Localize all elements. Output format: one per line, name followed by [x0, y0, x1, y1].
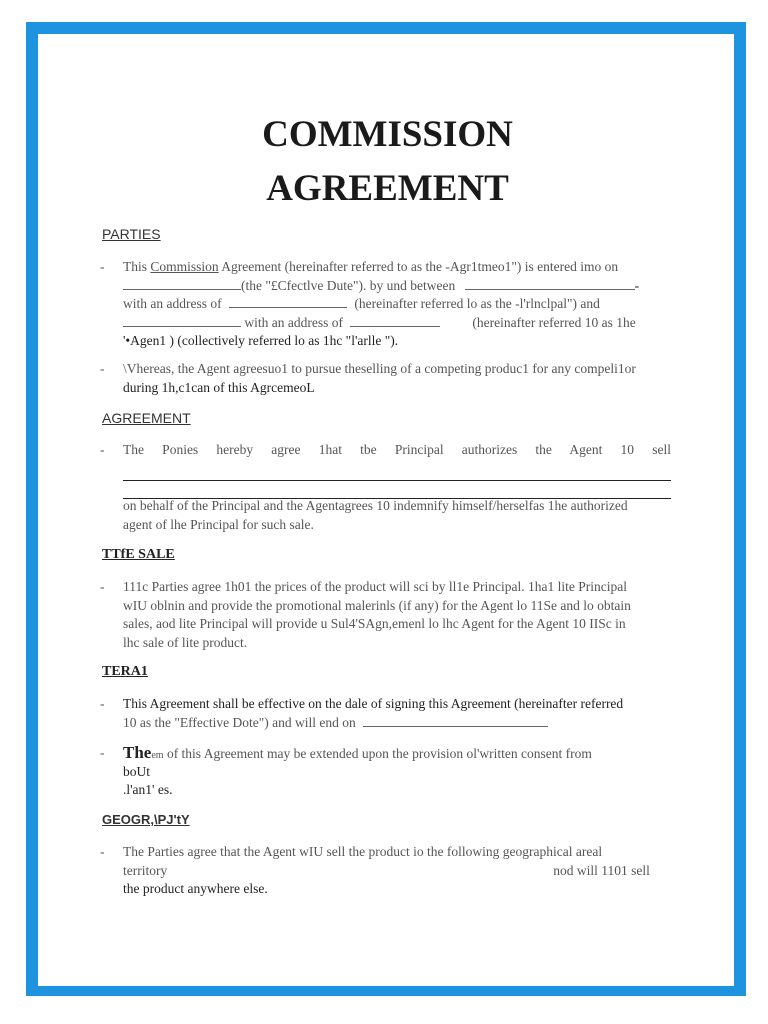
sell-item-blank-line-1 — [123, 480, 671, 481]
bullet-dash: - — [100, 579, 105, 594]
sale-clause-1: - 111c Parties agree 1h01 the prices of the product will sci by ll1e Principal. 1ha1 lite Principal wIU oblnin and provide the promotional malerinls (if any) for the Agent lo 11Se and lo obtain sales, aod lite Principal will provide u Sul4'SAgn,emenl lo lhc Agent for the Agent 10 IISc in lhc sale of lite product. — [100, 579, 631, 650]
document-title — [100, 108, 675, 216]
page-border-top — [26, 22, 746, 34]
geography-heading: GEOGR,\PJ'tY — [102, 812, 190, 827]
page-border-bottom — [26, 986, 746, 996]
bullet-dash: - — [100, 745, 105, 760]
bullet-dash: - — [100, 361, 105, 376]
page-border-right — [734, 34, 746, 994]
parties-clause-1: - This Commission Agreement (hereinafter referred to as the -Agr1tmeo1") is entered imo on (the "£Cfectlve Dute"). by und between - with an address of (hereinafter referred lo as the -l'rlnclpal") and with an address of (hereinafter referred 10 as 1he '•Agen1 ) (collectively referred lo as 1hc "l'arlle "). — [100, 259, 640, 348]
agent-name-blank — [123, 314, 241, 327]
agreement-clause-1: - The Ponies hereby agree 1hat tbe Principal authorizes the Agent 10 sell — [100, 441, 675, 536]
bullet-dash: - — [100, 259, 105, 274]
parties-clause-2: - \Vhereas, the Agent agreesuo1 to pursue theselling of a competing produc1 for any compeli1or during 1h,c1can of this AgrcemeoL — [100, 361, 636, 395]
bullet-dash: - — [100, 696, 105, 711]
geography-clause-1: - The Parties agree that the Agent wIU sell the product io the following geographical areal territory nod will 1101 sell the product anywhere else. — [100, 844, 650, 896]
title-line-2: AGREEMENT — [266, 168, 509, 209]
principal-name-blank — [465, 277, 635, 290]
agreement-heading: AGREEMENT — [102, 410, 191, 426]
term-heading: TERA1 — [102, 664, 148, 679]
term-clause-2: - Theem of this Agreement may be extended upon the provision ol'written consent from boUt .l'an1' es. — [100, 743, 592, 797]
commission-link-text: Commission — [150, 259, 219, 274]
term-clause-1: - This Agreement shall be effective on the dale of signing this Agreement (hereinafter referred 10 as the "Effective Dote") and will end on — [100, 696, 624, 730]
parties-heading: PARTIES — [102, 226, 161, 242]
bullet-dash: - — [100, 844, 105, 859]
effective-date-blank — [123, 277, 241, 290]
bullet-dash: - — [100, 442, 105, 457]
title-line-1: COMMISSION — [262, 114, 513, 155]
sale-heading: TTfE SALE — [102, 547, 175, 562]
end-date-blank — [363, 714, 548, 727]
principal-address-blank — [229, 295, 347, 308]
page-border-left — [26, 34, 38, 994]
agent-address-blank — [350, 314, 440, 327]
agreement-clause-1-continued: on behalf of the Principal and the Agentagrees 10 indemnify himself/herselfas 1he authorized agent of lhe Principal for such sale. — [123, 498, 628, 532]
